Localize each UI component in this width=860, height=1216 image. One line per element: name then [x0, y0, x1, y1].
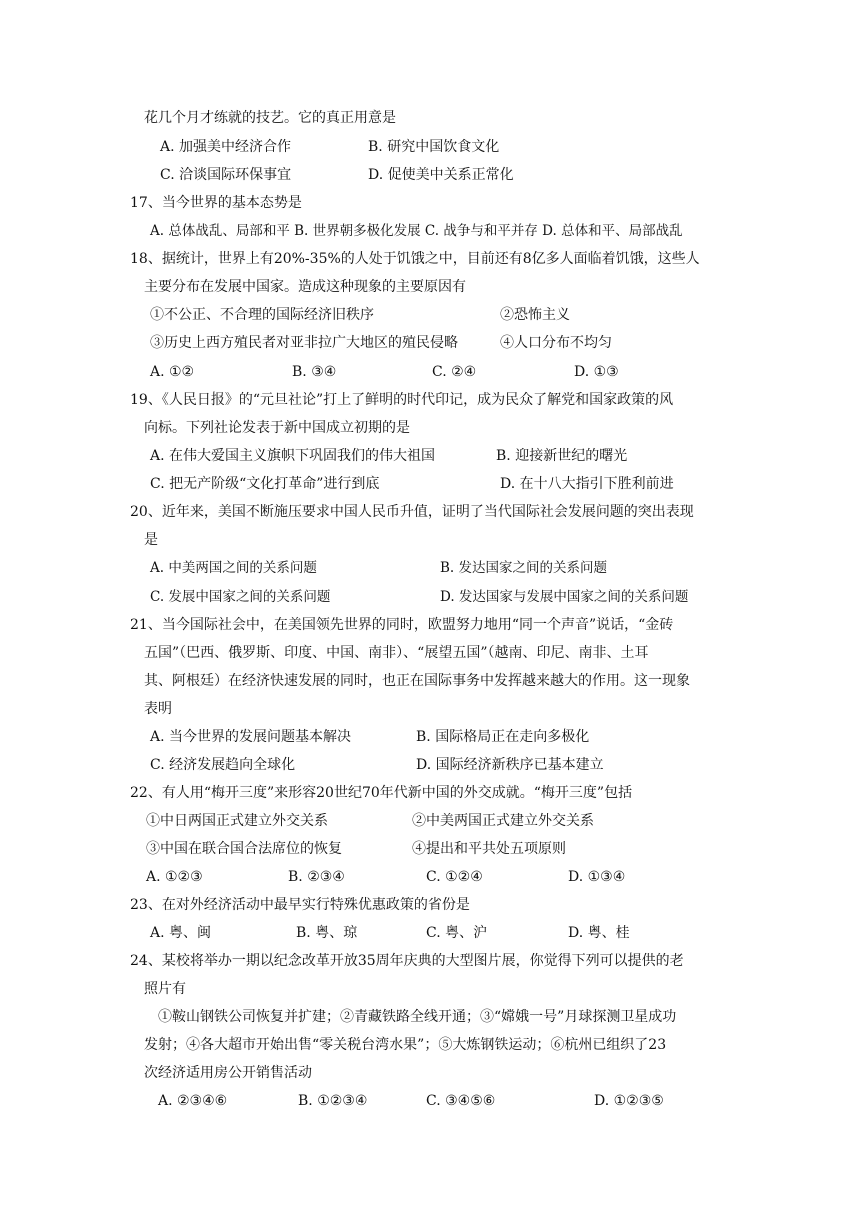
q21-option-d: D. 国际经济新秩序已基本建立	[416, 757, 604, 773]
q20-option-a: A. 中美两国之间的关系问题	[150, 560, 317, 576]
q16-option-d: D. 促使美中关系正常化	[368, 167, 514, 183]
q20-option-c: C. 发展中国家之间的关系问题	[150, 589, 331, 605]
q19-stem-2: 向标。下列社论发表于新中国成立初期的是	[144, 420, 410, 436]
q21-stem-4: 表明	[144, 701, 172, 717]
q17-options: A. 总体战乱、局部和平 B. 世界朝多极化发展 C. 战争与和平并存 D. 总体和平、局部战乱	[150, 223, 683, 239]
q24-option-d: D. ①②③⑤	[594, 1093, 664, 1109]
q21-stem-2: 五国”（巴西、俄罗斯、印度、中国、南非）、“展望五国”（越南、印尼、南非、土耳	[144, 645, 649, 661]
q22-item-1: ①中日两国正式建立外交关系	[146, 813, 328, 829]
q24-item-line-3: 次经济适用房公开销售活动	[144, 1065, 312, 1081]
q22-item-3: ③中国在联合国合法席位的恢复	[146, 841, 342, 857]
q16-option-b: B. 研究中国饮食文化	[368, 139, 500, 155]
q22-stem: 22、有人用“梅开三度”来形容20世纪70年代新中国的外交成就。“梅开三度”包括	[130, 785, 633, 801]
q18-option-b: B. ③④	[292, 364, 337, 380]
q23-option-a: A. 粤、闽	[150, 925, 212, 941]
q18-stem-1: 18、据统计，世界上有20%-35%的人处于饥饿之中，目前还有8亿多人面临着饥饿，这些人	[130, 251, 700, 267]
q20-stem-2: 是	[144, 532, 158, 548]
q21-option-b: B. 国际格局正在走向多极化	[416, 729, 590, 745]
q24-stem-2: 照片有	[144, 981, 186, 997]
q18-item-3: ③历史上西方殖民者对亚非拉广大地区的殖民侵略	[150, 335, 458, 351]
q24-item-line-1: ①鞍山钢铁公司恢复并扩建；②青藏铁路全线开通；③“嫦娥一号”月球探测卫星成功	[158, 1009, 677, 1025]
q19-stem-1: 19、《人民日报》的“元旦社论”打上了鲜明的时代印记，成为民众了解党和国家政策的风	[130, 392, 674, 408]
q16-option-c: C. 洽谈国际环保事宜	[160, 167, 292, 183]
q17-stem: 17、当今世界的基本态势是	[130, 195, 302, 211]
q19-option-c: C. 把无产阶级“文化打革命”进行到底	[150, 476, 380, 492]
q18-item-1: ①不公正、不合理的国际经济旧秩序	[150, 307, 374, 323]
q24-option-a: A. ②③④⑥	[158, 1093, 228, 1109]
q23-option-d: D. 粤、桂	[568, 925, 630, 941]
q22-item-2: ②中美两国正式建立外交关系	[412, 813, 594, 829]
q16-option-a: A. 加强美中经济合作	[160, 139, 292, 155]
q22-option-b: B. ②③④	[288, 869, 345, 885]
q20-option-d: D. 发达国家与发展中国家之间的关系问题	[440, 589, 689, 605]
q23-option-b: B. 粤、琼	[296, 925, 358, 941]
q19-option-a: A. 在伟大爱国主义旗帜下巩固我们的伟大祖国	[150, 448, 436, 464]
q18-option-d: D. ①③	[574, 364, 619, 380]
q18-option-a: A. ①②	[150, 364, 195, 380]
q21-stem-1: 21、当今国际社会中，在美国领先世界的同时，欧盟努力地用“同一个声音”说话，“金砖	[130, 617, 674, 633]
q22-option-a: A. ①②③	[146, 869, 203, 885]
q21-option-a: A. 当今世界的发展问题基本解决	[150, 729, 352, 745]
q23-stem: 23、在对外经济活动中最早实行特殊优惠政策的省份是	[130, 897, 470, 913]
q24-option-b: B. ①②③④	[298, 1093, 368, 1109]
q22-option-d: D. ①③④	[568, 869, 626, 885]
q24-stem-1: 24、某校将举办一期以纪念改革开放35周年庆典的大型图片展，你觉得下列可以提供的老	[130, 953, 684, 969]
q21-stem-3: 其、阿根廷）在经济快速发展的同时，也正在国际事务中发挥越来越大的作用。这一现象	[144, 673, 690, 689]
q24-option-c: C. ③④⑤⑥	[426, 1093, 496, 1109]
q21-option-c: C. 经济发展趋向全球化	[150, 757, 296, 773]
q19-option-d: D. 在十八大指引下胜利前进	[500, 476, 674, 492]
q18-option-c: C. ②④	[432, 364, 477, 380]
q20-stem-1: 20、近年来，美国不断施压要求中国人民币升值，证明了当代国际社会发展问题的突出表现	[130, 504, 694, 520]
q18-stem-2: 主要分布在发展中国家。造成这种现象的主要原因有	[144, 279, 466, 295]
q19-option-b: B. 迎接新世纪的曙光	[496, 448, 628, 464]
q24-item-line-2: 发射；④各大超市开始出售“零关税台湾水果”；⑤大炼钢铁运动；⑥杭州已组织了23	[144, 1037, 667, 1053]
q20-option-b: B. 发达国家之间的关系问题	[440, 560, 608, 576]
q18-item-2: ②恐怖主义	[500, 307, 570, 323]
q22-option-c: C. ①②④	[426, 869, 483, 885]
q22-item-4: ④提出和平共处五项原则	[412, 841, 566, 857]
q23-option-c: C. 粤、沪	[426, 925, 488, 941]
q18-item-4: ④人口分布不均匀	[500, 335, 612, 351]
q16-stem-cont: 花几个月才练就的技艺。它的真正用意是	[144, 110, 396, 126]
